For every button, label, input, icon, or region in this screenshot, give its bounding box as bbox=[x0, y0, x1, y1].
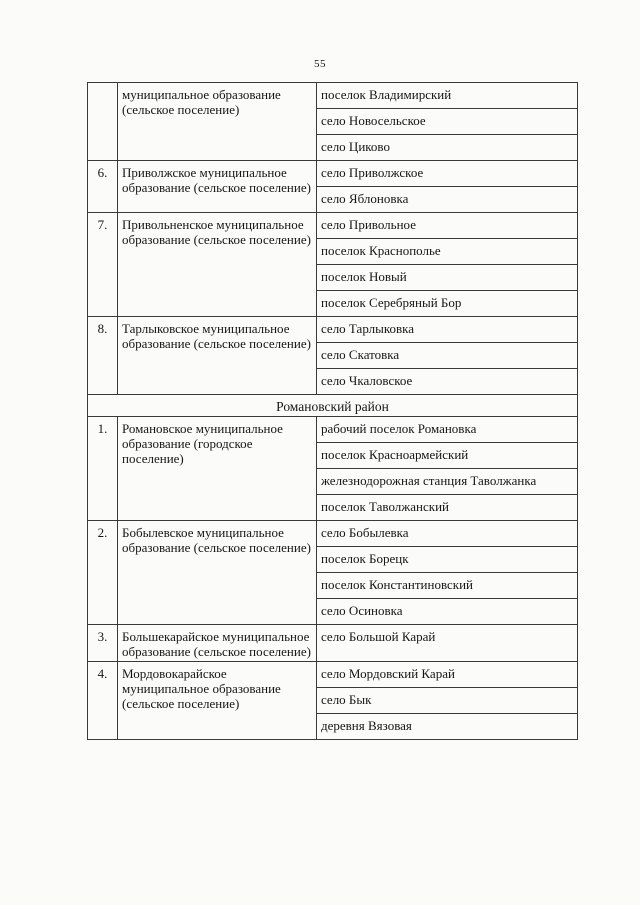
table-row bbox=[88, 521, 578, 547]
table-row bbox=[88, 417, 578, 443]
settlement-name: село Приволжское bbox=[317, 161, 578, 187]
settlement-name: поселок Серебряный Бор bbox=[317, 291, 578, 317]
settlement-name: поселок Красноармейский bbox=[317, 443, 578, 469]
settlement-name: село Циково bbox=[317, 135, 578, 161]
settlement-name: поселок Владимирский bbox=[317, 83, 578, 109]
municipality-name: муниципальное образование (сельское поселение) bbox=[118, 83, 317, 161]
settlement-name: село Скатовка bbox=[317, 343, 578, 369]
municipality-name: Большекарайское муниципальное образование (сельское поселение) bbox=[118, 625, 317, 662]
table-row bbox=[88, 161, 578, 187]
district-header-row bbox=[88, 395, 578, 417]
settlement-name: рабочий поселок Романовка bbox=[317, 417, 578, 443]
entry-number bbox=[88, 83, 118, 161]
settlement-name: село Бык bbox=[317, 688, 578, 714]
settlement-name: деревня Вязовая bbox=[317, 714, 578, 740]
settlement-name: село Бобылевка bbox=[317, 521, 578, 547]
municipality-name: Мордовокарайское муниципальное образование (сельское поселение) bbox=[118, 662, 317, 740]
settlement-name: село Тарлыковка bbox=[317, 317, 578, 343]
municipality-name: Тарлыковское муниципальное образование (сельское поселение) bbox=[118, 317, 317, 395]
settlement-name: село Новосельское bbox=[317, 109, 578, 135]
settlement-name: село Мордовский Карай bbox=[317, 662, 578, 688]
entry-number: 3. bbox=[88, 625, 118, 662]
entry-number: 4. bbox=[88, 662, 118, 740]
page-number: 55 bbox=[314, 58, 326, 70]
settlement-name: поселок Константиновский bbox=[317, 573, 578, 599]
settlement-name: село Чкаловское bbox=[317, 369, 578, 395]
settlement-name: поселок Краснополье bbox=[317, 239, 578, 265]
table-row bbox=[88, 662, 578, 688]
settlement-name: село Яблоновка bbox=[317, 187, 578, 213]
entry-number: 6. bbox=[88, 161, 118, 213]
table-row bbox=[88, 625, 578, 662]
settlement-name: железнодорожная станция Таволжанка bbox=[317, 469, 578, 495]
municipality-name: Бобылевское муниципальное образование (сельское поселение) bbox=[118, 521, 317, 625]
table-row bbox=[88, 83, 578, 109]
table-row bbox=[88, 213, 578, 239]
settlement-name: село Осиновка bbox=[317, 599, 578, 625]
entry-number: 8. bbox=[88, 317, 118, 395]
entry-number: 1. bbox=[88, 417, 118, 521]
settlement-name: поселок Новый bbox=[317, 265, 578, 291]
settlement-name: поселок Таволжанский bbox=[317, 495, 578, 521]
settlement-name: село Привольное bbox=[317, 213, 578, 239]
municipality-name: Привольненское муниципальное образование (сельское поселение) bbox=[118, 213, 317, 317]
entry-number: 2. bbox=[88, 521, 118, 625]
district-title: Романовский район bbox=[88, 395, 578, 417]
settlements-table-body bbox=[88, 83, 578, 740]
settlement-name: поселок Борецк bbox=[317, 547, 578, 573]
settlements-table bbox=[87, 82, 578, 740]
entry-number: 7. bbox=[88, 213, 118, 317]
municipality-name: Приволжское муниципальное образование (сельское поселение) bbox=[118, 161, 317, 213]
municipality-name: Романовское муниципальное образование (городское поселение) bbox=[118, 417, 317, 521]
table-row bbox=[88, 317, 578, 343]
settlement-name: село Большой Карай bbox=[317, 625, 578, 662]
